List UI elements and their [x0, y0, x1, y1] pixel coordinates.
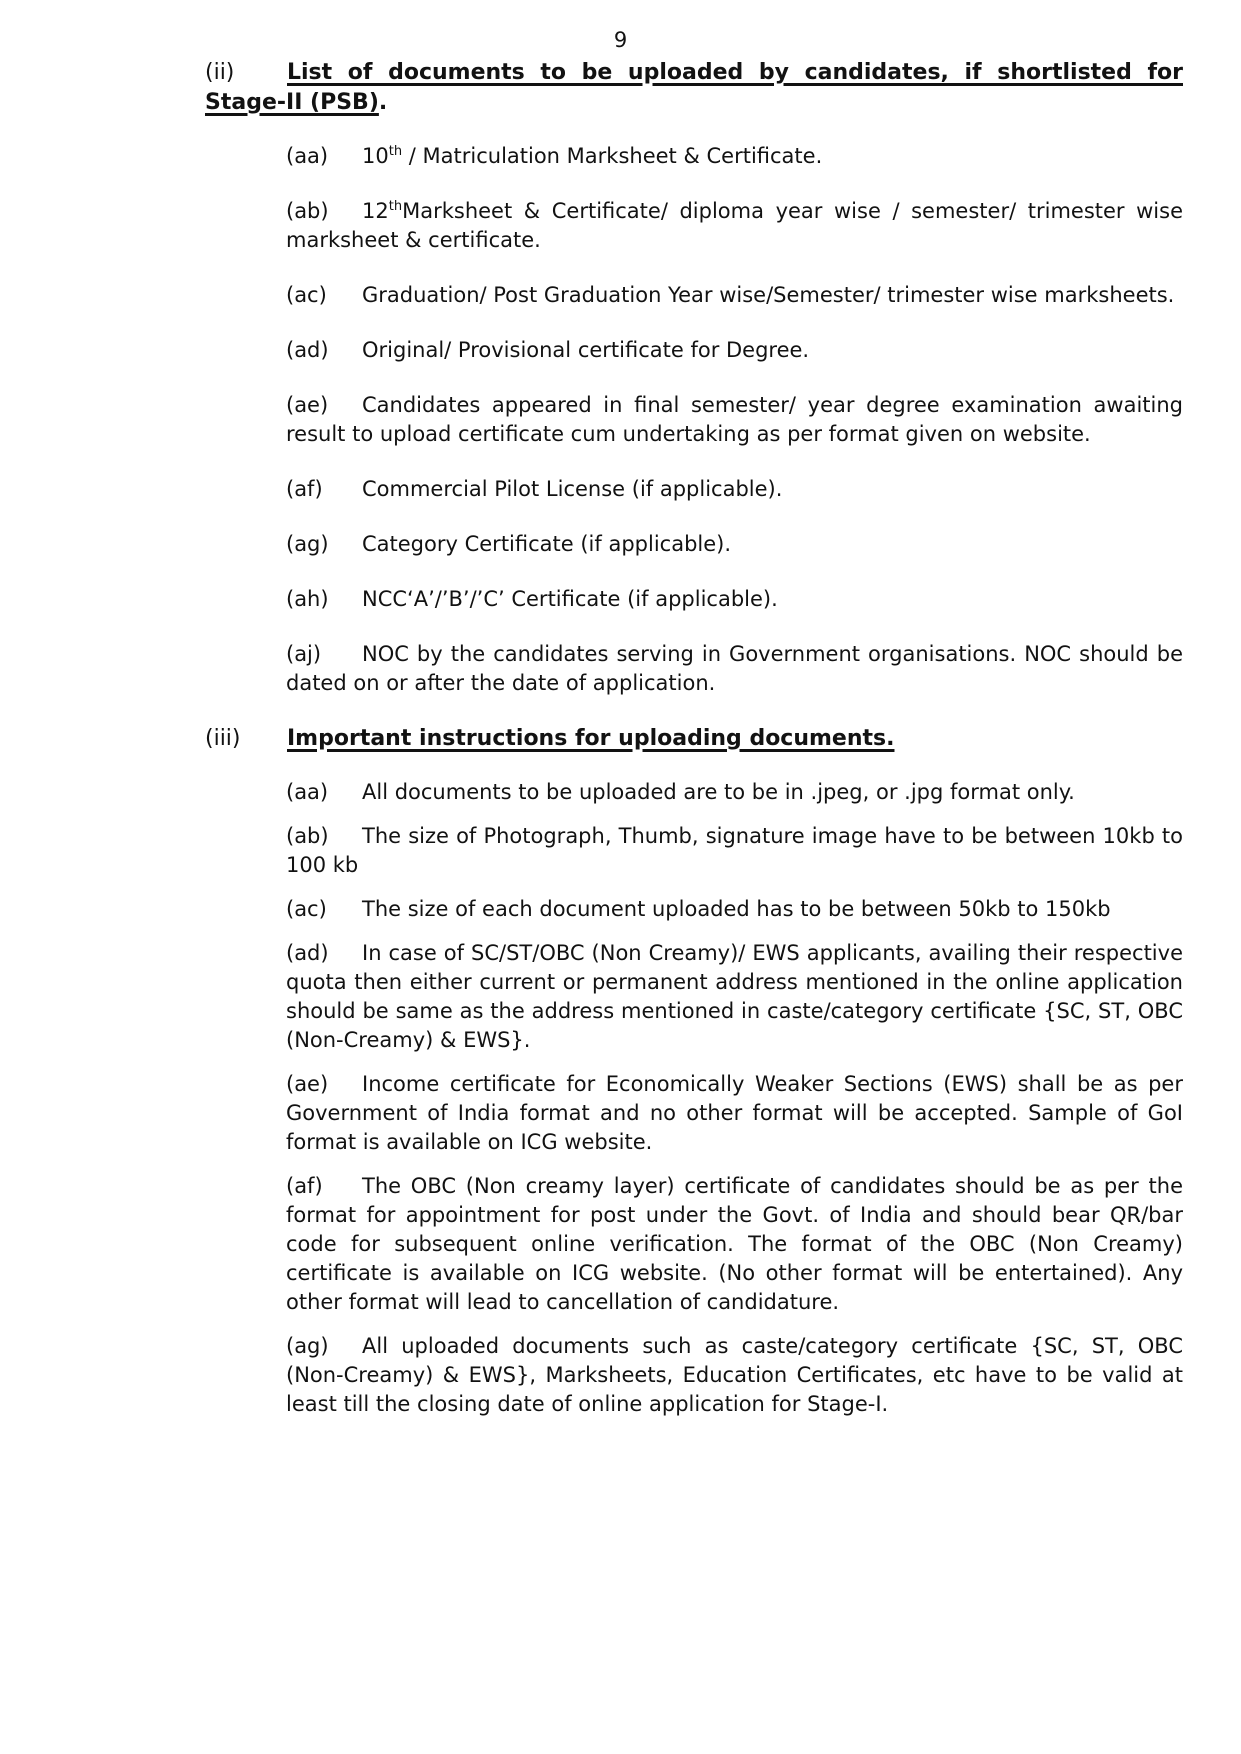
list-item-ii-ac	[286, 281, 1183, 310]
item-label: (af)	[286, 477, 323, 501]
section-iii-heading-text: Important instructions for uploading documents.	[287, 726, 895, 751]
item-label: (af)	[286, 1174, 323, 1198]
page-number: 9	[613, 28, 628, 52]
item-text: In case of SC/ST/OBC (Non Creamy)/ EWS applicants, availing their respective quota then either current or permanent address mentioned in the online application should be same as the address mentioned in caste/category certificate {SC, ST, OBC (Non-Creamy) & EWS}.	[286, 941, 1183, 1052]
list-item-iii-af	[286, 1172, 1183, 1317]
section-ii-label: (ii)	[205, 60, 235, 85]
item-label: (ab)	[286, 199, 329, 223]
item-text: Income certificate for Economically Weaker Sections (EWS) shall be as per Government of India format and no other format will be accepted. Sample of GoI format is available on ICG website.	[286, 1072, 1183, 1154]
ordinal-superscript: th	[388, 199, 403, 214]
list-item-iii-ae	[286, 1070, 1183, 1157]
item-label: (ab)	[286, 824, 329, 848]
item-label: (ad)	[286, 941, 329, 965]
item-text: NCC‘A’/’B’/’C’ Certificate (if applicable).	[362, 587, 778, 611]
item-text-pre: 12	[362, 199, 389, 223]
item-text	[362, 144, 822, 168]
item-text: All documents to be uploaded are to be in .jpeg, or .jpg format only.	[362, 780, 1075, 804]
list-item-ii-ab	[286, 197, 1183, 255]
list-item-iii-ad	[286, 939, 1183, 1055]
item-text: The size of each document uploaded has to be between 50kb to 150kb	[362, 897, 1111, 921]
item-label: (ag)	[286, 1334, 329, 1358]
item-text: Candidates appeared in final semester/ year degree examination awaiting result to upload certificate cum undertaking as per format given on website.	[286, 393, 1183, 446]
list-item-ii-ag	[286, 530, 1183, 559]
list-item-ii-af	[286, 475, 1183, 504]
item-text: All uploaded documents such as caste/category certificate {SC, ST, OBC (Non-Creamy) & EWS}, Marksheets, Education Certificates, etc have to be valid at least till the closing date of online application for Stage-I.	[286, 1334, 1183, 1416]
ordinal-superscript: th	[388, 144, 403, 159]
item-label: (ac)	[286, 897, 327, 921]
item-text-rest: Marksheet & Certificate/ diploma year wise / semester/ trimester wise marksheet & certificate.	[286, 199, 1183, 252]
item-text	[286, 199, 1183, 252]
list-item-iii-ac	[286, 895, 1183, 924]
item-text-pre: 10	[362, 144, 389, 168]
section-iii	[0, 724, 1241, 1419]
item-text: Original/ Provisional certificate for Degree.	[362, 338, 810, 362]
section-iii-label: (iii)	[205, 726, 241, 751]
item-text: Commercial Pilot License (if applicable).	[362, 477, 783, 501]
section-ii-heading-period: .	[378, 90, 388, 115]
list-item-ii-aa	[286, 142, 1183, 171]
list-item-iii-ag	[286, 1332, 1183, 1419]
list-item-iii-aa	[286, 778, 1183, 807]
item-label: (ah)	[286, 587, 329, 611]
list-item-iii-ab	[286, 822, 1183, 880]
section-ii	[0, 58, 1241, 698]
list-item-ii-ad	[286, 336, 1183, 365]
item-text: Category Certificate (if applicable).	[362, 532, 732, 556]
item-label: (aj)	[286, 642, 322, 666]
item-text: The size of Photograph, Thumb, signature image have to be between 10kb to 100 kb	[286, 824, 1183, 877]
section-ii-heading-text: List of documents to be uploaded by candidates, if shortlisted for Stage-II (PSB)	[205, 60, 1183, 115]
list-item-ii-ah	[286, 585, 1183, 614]
section-ii-heading	[205, 58, 1183, 118]
item-label: (ad)	[286, 338, 329, 362]
item-label: (aa)	[286, 144, 329, 168]
list-item-ii-aj	[286, 640, 1183, 698]
item-label: (ac)	[286, 283, 327, 307]
section-iii-heading	[205, 724, 1183, 754]
item-text: Graduation/ Post Graduation Year wise/Semester/ trimester wise marksheets.	[362, 283, 1175, 307]
list-item-ii-ae	[286, 391, 1183, 449]
item-text: NOC by the candidates serving in Government organisations. NOC should be dated on or after the date of application.	[286, 642, 1183, 695]
item-label: (ag)	[286, 532, 329, 556]
item-label: (ae)	[286, 1072, 329, 1096]
item-label: (aa)	[286, 780, 329, 804]
item-text-rest: / Matriculation Marksheet & Certificate.	[402, 144, 823, 168]
item-text: The OBC (Non creamy layer) certificate of candidates should be as per the format for appointment for post under the Govt. of India and should bear QR/bar code for subsequent online verification. The format of the OBC (Non Creamy) certificate is available on ICG website. (No other format will be entertained). Any other format will lead to cancellation of candidature.	[286, 1174, 1183, 1314]
item-label: (ae)	[286, 393, 329, 417]
